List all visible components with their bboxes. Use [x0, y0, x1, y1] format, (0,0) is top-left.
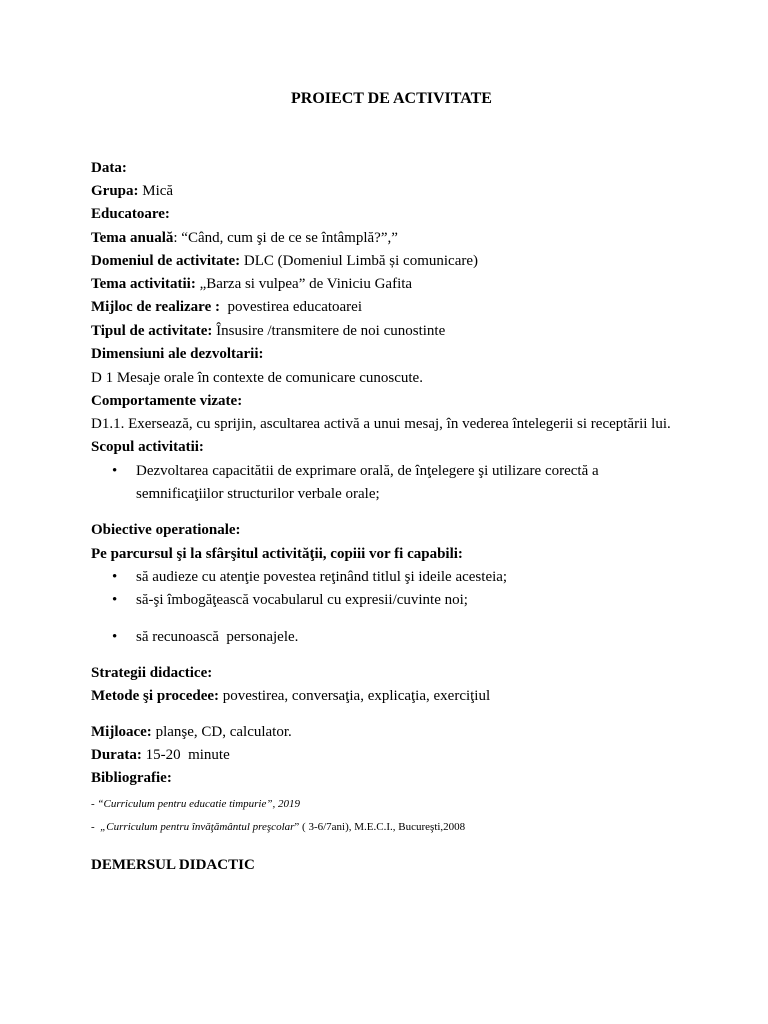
- comportamente-heading: [91, 392, 242, 410]
- strategies-heading: [91, 664, 212, 682]
- educatoare-label: Educatoare:: [91, 206, 170, 222]
- objectives-subheading-text: Pe parcursul şi la sfârşitul activităţii, copiii vor fi capabili:: [91, 546, 463, 562]
- metode-value: povestirea, conversaţia, explicaţia, exerciţiul: [219, 688, 491, 704]
- objective-bullet: •: [112, 569, 118, 585]
- educatoare-line: [91, 205, 170, 223]
- metode-label: Metode şi procedee:: [91, 688, 220, 704]
- metode-line: [91, 687, 490, 705]
- demersul-heading-text: DEMERSUL DIDACTIC: [91, 857, 255, 873]
- objectives-heading: [91, 521, 241, 539]
- data-line: [91, 159, 127, 177]
- dimensiuni-value: D 1 Mesaje orale în contexte de comunicare cunoscute.: [91, 370, 423, 386]
- mijloace-label: Mijloace:: [91, 724, 152, 740]
- bibliography-item-1-text: - “Curriculum pentru educatie timpurie”, 2019: [91, 798, 300, 810]
- domeniul-value: DLC (Domeniul Limbă și comunicare): [240, 253, 478, 269]
- objective-bullet: •: [112, 592, 118, 608]
- scopul-bullet: •: [112, 463, 118, 479]
- objective-item: să recunoască personajele.: [136, 629, 299, 645]
- tipul-label: Tipul de activitate:: [91, 323, 213, 339]
- bibliography-item-2: [91, 820, 465, 834]
- objective-item: să-şi îmbogăţească vocabularul cu expresii/cuvinte noi;: [136, 592, 468, 608]
- mijloc-label: Mijloc de realizare :: [91, 299, 220, 315]
- domeniul-line: [91, 252, 478, 270]
- domeniul-label: Domeniul de activitate:: [91, 253, 241, 269]
- objective-bullet: •: [112, 629, 118, 645]
- objectives-heading-text: Obiective operationale:: [91, 522, 241, 538]
- durata-line: [91, 746, 230, 764]
- data-label: Data:: [91, 160, 127, 176]
- dimensiuni-heading: [91, 345, 264, 363]
- scopul-heading: [91, 438, 204, 456]
- scopul-text-line2: semnificaţiilor structurilor verbale orale;: [136, 486, 380, 502]
- scopul-text-line1: Dezvoltarea capacitătii de exprimare orală, de înţelegere şi utilizare corectă a: [136, 463, 599, 479]
- tema-anuala-label: Tema anuală: [91, 230, 174, 246]
- mijloace-value: planşe, CD, calculator.: [151, 724, 292, 740]
- comportamente-value: D1.1. Exersează, cu sprijin, ascultarea activă a unui mesaj, în vederea întelegerii si receptării lui.: [91, 416, 671, 432]
- grupa-label: Grupa:: [91, 183, 139, 199]
- bibliografie-line: [91, 769, 172, 787]
- bibliography-item-2-rest: ” ( 3-6/7ani), M.E.C.I., Bucureşti,2008: [294, 821, 466, 833]
- objectives-subheading: [91, 545, 463, 563]
- mijloace-line: [91, 723, 292, 741]
- strategies-heading-text: Strategii didactice:: [91, 665, 213, 681]
- scopul-label: Scopul activitatii:: [91, 439, 204, 455]
- comportamente-label: Comportamente vizate:: [91, 393, 243, 409]
- tema-activitatii-label: Tema activitatii:: [91, 276, 196, 292]
- bibliografie-label: Bibliografie:: [91, 770, 172, 786]
- grupa-value: Mică: [138, 183, 174, 199]
- tipul-line: [91, 322, 445, 340]
- bibliography-item-2-prefix: -: [91, 821, 101, 833]
- tema-activitatii-line: [91, 275, 412, 293]
- objective-item: să audieze cu atenţie povestea reţinând titlul şi ideile acesteia;: [136, 569, 508, 585]
- bibliography-item-2-title: „Curriculum pentru învăţământul preşcolar: [100, 821, 295, 833]
- durata-label: Durata:: [91, 747, 142, 763]
- tema-anuala-value: : “Când, cum şi de ce se întâmplă?”,”: [173, 230, 398, 246]
- dimensiuni-label: Dimensiuni ale dezvoltarii:: [91, 346, 264, 362]
- tipul-value: Însusire /transmitere de noi cunostinte: [212, 323, 446, 339]
- demersul-heading: [91, 856, 255, 874]
- mijloc-value: povestirea educatoarei: [219, 299, 362, 315]
- page-title: PROIECT DE ACTIVITATE: [291, 90, 492, 107]
- grupa-line: [91, 182, 173, 200]
- bibliography-item-1: [91, 797, 300, 811]
- tema-activitatii-value: „Barza si vulpea” de Viniciu Gafita: [195, 276, 413, 292]
- mijloc-line: [91, 298, 362, 316]
- tema-anuala-line: [91, 229, 398, 247]
- durata-value: 15-20 minute: [141, 747, 230, 763]
